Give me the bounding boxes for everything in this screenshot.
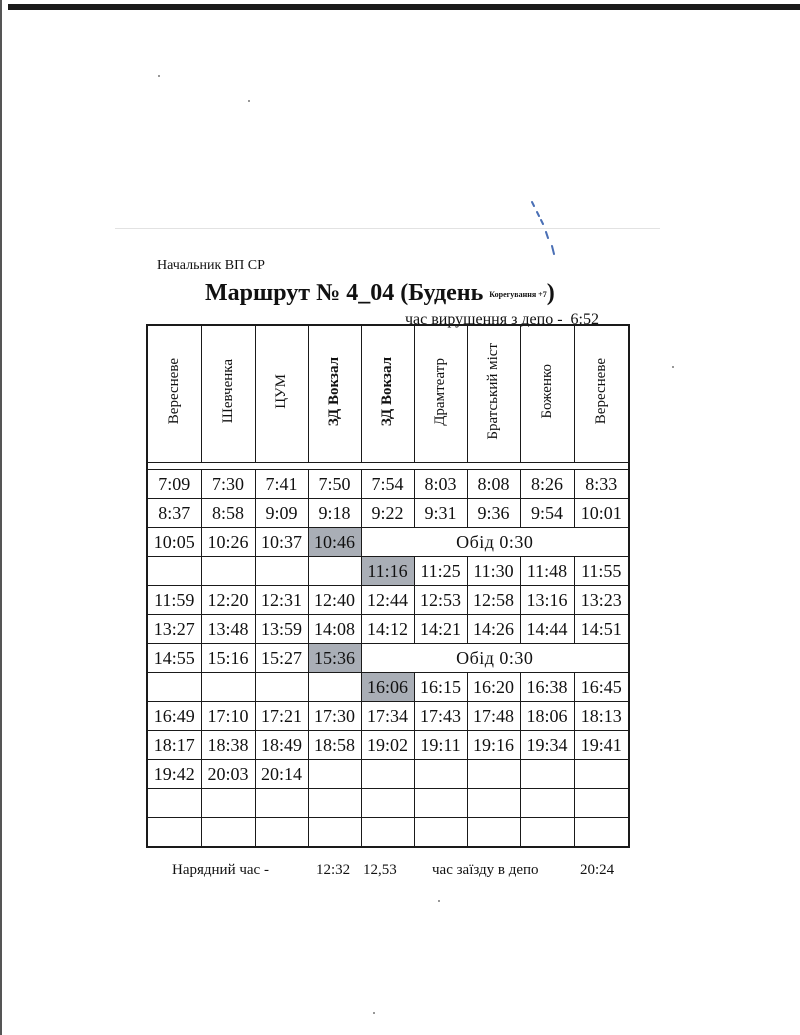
time-cell — [361, 760, 414, 789]
time-cell: 18:06 — [520, 702, 574, 731]
time-cell: 14:55 — [147, 644, 201, 673]
time-cell: 12:53 — [414, 586, 467, 615]
time-cell: 16:06 — [361, 673, 414, 702]
stop-header-cell — [201, 325, 255, 463]
schedule-row — [147, 789, 629, 818]
time-cell — [147, 818, 201, 848]
scan-speck — [438, 900, 440, 902]
time-cell: 16:49 — [147, 702, 201, 731]
time-cell: 13:59 — [255, 615, 308, 644]
gap-cell — [361, 463, 414, 470]
time-cell: 13:27 — [147, 615, 201, 644]
time-cell — [361, 818, 414, 848]
stop-header-row — [147, 325, 629, 463]
time-cell: 19:16 — [467, 731, 520, 760]
pen-mark-icon — [528, 198, 558, 258]
time-cell: 18:17 — [147, 731, 201, 760]
scan-top-border — [8, 4, 800, 10]
time-cell: 19:11 — [414, 731, 467, 760]
time-cell: 7:30 — [201, 470, 255, 499]
time-cell: 14:08 — [308, 615, 361, 644]
time-cell: 14:12 — [361, 615, 414, 644]
depot-return-label: час заїзду в депо — [432, 862, 539, 878]
scan-speck — [248, 100, 250, 102]
time-cell — [308, 557, 361, 586]
time-cell: 14:51 — [574, 615, 629, 644]
schedule-row — [147, 557, 629, 586]
time-cell: 15:16 — [201, 644, 255, 673]
time-cell: 9:09 — [255, 499, 308, 528]
stop-name: ЗД Вокзал — [379, 356, 395, 427]
stop-header-cell — [520, 325, 574, 463]
lunch-break-cell: Обід 0:30 — [361, 528, 629, 557]
time-cell: 10:46 — [308, 528, 361, 557]
time-cell: 20:14 — [255, 760, 308, 789]
route-title-close: ) — [546, 280, 555, 306]
time-cell: 11:30 — [467, 557, 520, 586]
time-cell: 11:55 — [574, 557, 629, 586]
time-cell: 8:08 — [467, 470, 520, 499]
time-cell: 10:01 — [574, 499, 629, 528]
time-cell: 16:38 — [520, 673, 574, 702]
time-cell: 19:02 — [361, 731, 414, 760]
time-cell: 10:37 — [255, 528, 308, 557]
schedule-row — [147, 702, 629, 731]
time-cell — [201, 818, 255, 848]
time-cell: 8:03 — [414, 470, 467, 499]
time-cell: 9:31 — [414, 499, 467, 528]
time-cell: 14:44 — [520, 615, 574, 644]
gap-cell — [147, 463, 201, 470]
stop-header-cell — [361, 325, 414, 463]
time-cell: 12:44 — [361, 586, 414, 615]
time-cell: 9:54 — [520, 499, 574, 528]
schedule-row — [147, 586, 629, 615]
time-cell: 19:42 — [147, 760, 201, 789]
time-cell — [574, 818, 629, 848]
route-title — [205, 280, 555, 307]
schedule-row — [147, 673, 629, 702]
time-cell: 17:30 — [308, 702, 361, 731]
schedule-row — [147, 470, 629, 499]
stop-name: Шевченка — [219, 359, 236, 424]
time-cell: 15:36 — [308, 644, 361, 673]
time-cell: 17:10 — [201, 702, 255, 731]
gap-cell — [255, 463, 308, 470]
time-cell: 13:23 — [574, 586, 629, 615]
time-cell: 14:21 — [414, 615, 467, 644]
time-cell: 7:54 — [361, 470, 414, 499]
time-cell: 17:43 — [414, 702, 467, 731]
departure-label: час вирушення з депо - — [405, 311, 563, 328]
time-cell — [574, 789, 629, 818]
time-cell: 12:40 — [308, 586, 361, 615]
time-cell — [255, 557, 308, 586]
time-cell — [201, 673, 255, 702]
time-cell: 10:26 — [201, 528, 255, 557]
time-cell: 10:05 — [147, 528, 201, 557]
time-cell: 12:31 — [255, 586, 308, 615]
time-cell: 8:33 — [574, 470, 629, 499]
time-cell: 19:41 — [574, 731, 629, 760]
time-cell: 11:59 — [147, 586, 201, 615]
stop-name: Вересневе — [165, 358, 182, 425]
lunch-break-cell: Обід 0:30 — [361, 644, 629, 673]
time-cell: 18:13 — [574, 702, 629, 731]
time-cell: 8:26 — [520, 470, 574, 499]
time-cell — [147, 557, 201, 586]
stop-header-cell — [574, 325, 629, 463]
work-time-value-1: 12:32 — [316, 862, 351, 878]
stop-header-cell — [255, 325, 308, 463]
time-cell: 11:25 — [414, 557, 467, 586]
gap-cell — [201, 463, 255, 470]
time-cell — [467, 760, 520, 789]
time-cell — [467, 818, 520, 848]
time-cell: 11:16 — [361, 557, 414, 586]
schedule-row — [147, 528, 629, 557]
route-title-main: Маршрут № 4_04 (Будень — [205, 280, 484, 306]
stop-header-cell — [414, 325, 467, 463]
time-cell — [147, 673, 201, 702]
scan-speck — [672, 366, 674, 368]
stop-name: Боженко — [538, 364, 555, 419]
time-cell — [467, 789, 520, 818]
time-cell — [201, 557, 255, 586]
time-cell: 16:20 — [467, 673, 520, 702]
time-cell — [308, 673, 361, 702]
scan-left-edge — [0, 0, 2, 1035]
stop-name: ЗД Вокзал — [326, 356, 342, 427]
time-cell — [255, 673, 308, 702]
time-cell: 18:49 — [255, 731, 308, 760]
schedule-row — [147, 731, 629, 760]
schedule-row — [147, 644, 629, 673]
schedule-row — [147, 499, 629, 528]
time-cell — [414, 760, 467, 789]
time-cell: 8:37 — [147, 499, 201, 528]
schedule-row — [147, 818, 629, 848]
time-cell — [520, 760, 574, 789]
scan-speck — [158, 75, 160, 77]
time-cell — [201, 789, 255, 818]
time-cell: 7:41 — [255, 470, 308, 499]
stop-header-cell — [147, 325, 201, 463]
time-cell — [308, 760, 361, 789]
time-cell: 18:38 — [201, 731, 255, 760]
time-cell: 14:26 — [467, 615, 520, 644]
stop-name: Вересневе — [592, 358, 609, 425]
stop-name: ЦУМ — [273, 374, 289, 409]
gap-cell — [414, 463, 467, 470]
time-cell: 12:20 — [201, 586, 255, 615]
time-cell: 7:50 — [308, 470, 361, 499]
time-cell — [574, 760, 629, 789]
time-cell — [520, 818, 574, 848]
time-cell — [414, 789, 467, 818]
time-cell: 13:16 — [520, 586, 574, 615]
time-cell: 16:15 — [414, 673, 467, 702]
gap-cell — [308, 463, 361, 470]
time-cell: 17:34 — [361, 702, 414, 731]
time-cell: 11:48 — [520, 557, 574, 586]
time-cell: 9:18 — [308, 499, 361, 528]
stop-header-cell — [308, 325, 361, 463]
time-cell: 15:27 — [255, 644, 308, 673]
time-cell: 18:58 — [308, 731, 361, 760]
stop-name: Братський міст — [485, 343, 501, 440]
approver-line: Начальник ВП СР — [157, 258, 265, 273]
time-cell — [255, 818, 308, 848]
time-cell: 19:34 — [520, 731, 574, 760]
time-cell: 9:36 — [467, 499, 520, 528]
time-cell — [361, 789, 414, 818]
depot-return-time: 20:24 — [580, 862, 615, 878]
time-cell: 9:22 — [361, 499, 414, 528]
schedule-table — [146, 324, 630, 848]
time-cell: 12:58 — [467, 586, 520, 615]
work-time-label: Нарядний час - — [172, 862, 269, 878]
time-cell: 20:03 — [201, 760, 255, 789]
scan-speck — [373, 1012, 375, 1014]
time-cell — [414, 818, 467, 848]
time-cell: 7:09 — [147, 470, 201, 499]
time-cell: 8:58 — [201, 499, 255, 528]
work-time-value-2: 12,53 — [363, 862, 397, 878]
departure-time: 6:52 — [570, 311, 599, 328]
gap-cell — [467, 463, 520, 470]
gap-cell — [574, 463, 629, 470]
stop-header-cell — [467, 325, 520, 463]
time-cell — [255, 789, 308, 818]
time-cell — [520, 789, 574, 818]
time-cell — [147, 789, 201, 818]
route-correction-note: Корегування +7 — [489, 289, 547, 299]
schedule-row — [147, 615, 629, 644]
scan-fold-line — [115, 228, 660, 229]
time-cell: 17:21 — [255, 702, 308, 731]
time-cell: 17:48 — [467, 702, 520, 731]
time-cell — [308, 789, 361, 818]
gap-cell — [520, 463, 574, 470]
schedule-row — [147, 760, 629, 789]
header-gap-row — [147, 463, 629, 470]
time-cell: 16:45 — [574, 673, 629, 702]
stop-name: Драмтеатр — [432, 357, 448, 426]
time-cell: 13:48 — [201, 615, 255, 644]
time-cell — [308, 818, 361, 848]
